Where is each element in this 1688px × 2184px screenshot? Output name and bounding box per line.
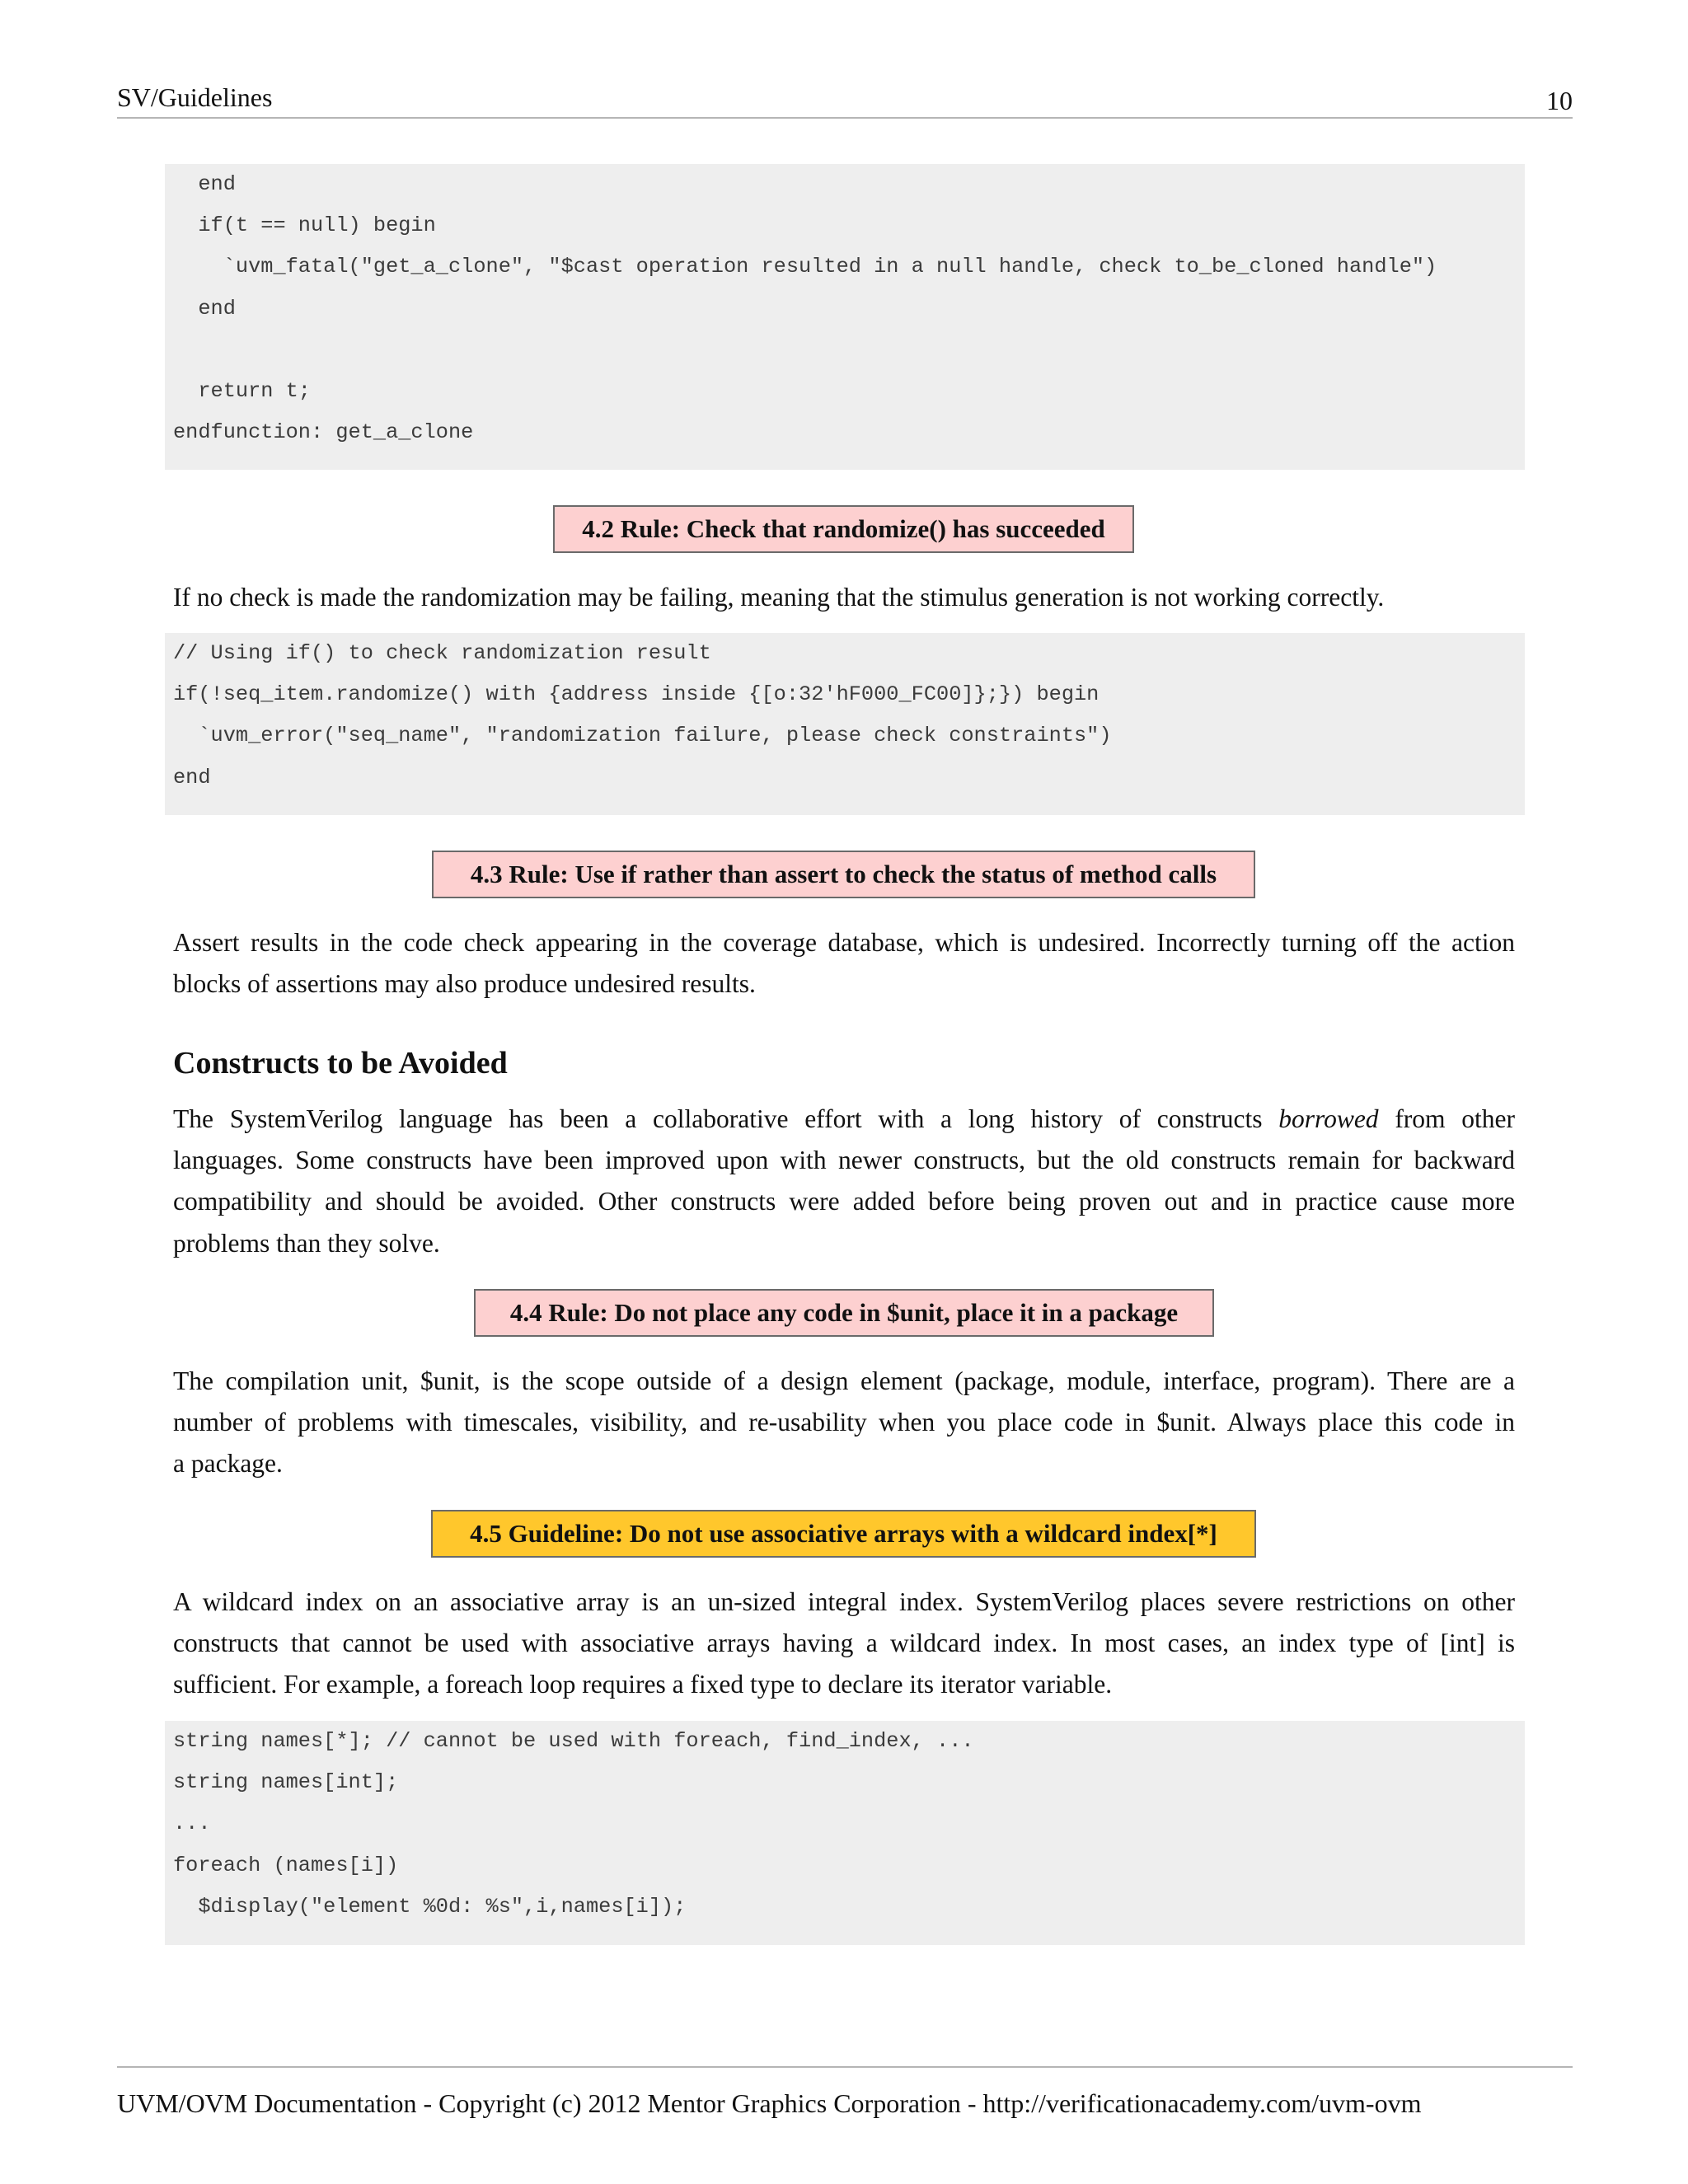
page-footer: UVM/OVM Documentation - Copyright (c) 2012 Mentor Graphics Corporation - http://verificationacademy.com/uvm-ovm [117,2088,1422,2118]
code-line: $display("element %0d: %s",i,names[i]); [173,1894,687,1919]
code-line: endfunction: get_a_clone [173,420,474,445]
rule-4-3-title: 4.3 Rule: Use if rather than assert to check the status of method calls [470,860,1217,888]
paragraph-line: problems than they solve. [173,1228,440,1258]
code-line: if(t == null) begin [173,213,436,238]
rule-4-4-title: 4.4 Rule: Do not place any code in $unit, place it in a package [509,1298,1179,1327]
code-line: end [173,172,236,196]
code-line: end [173,765,211,790]
text-run: The SystemVerilog language has been a collaborative effort with a long history of constructs [173,1104,1263,1133]
paragraph-4-3 [173,922,1515,1005]
paragraph-line: The compilation unit, $unit, is the scope outside of a design element (package, module, interface, program). There are a [173,1366,1515,1395]
page-header [117,79,1573,119]
paragraph-line [173,1099,1515,1140]
paragraph-4-5 [173,1582,1515,1706]
code-line: `uvm_error("seq_name", "randomization failure, please check constraints") [173,724,1112,748]
code-block-assoc-arrays [165,1721,1525,1945]
paragraph-line: A wildcard index on an associative array is an un-sized integral index. SystemVerilog places severe restrictions on other [173,1587,1515,1616]
paragraph-line: sufficient. For example, a foreach loop requires a fixed type to declare its iterator variable. [173,1670,1113,1699]
code-block-randomize [165,633,1525,815]
paragraph-line: number of problems with timescales, visibility, and re-usability when you place code in $unit. Always place this code in [173,1408,1515,1437]
paragraph-line: Assert results in the code check appearing in the coverage database, which is undesired. Incorrectly turning off the action [173,928,1515,957]
rule-4-3-box [432,851,1255,898]
rule-4-2-title: 4.2 Rule: Check that randomize() has succeeded [582,514,1105,543]
code-line [173,330,1525,371]
paragraph-line: languages. Some constructs have been improved upon with newer constructs, but the old constructs remain for backward [173,1146,1515,1175]
code-line: end [173,296,236,321]
text-run: from other [1395,1104,1516,1133]
paragraph-constructs [173,1099,1515,1264]
code-line: if(!seq_item.randomize() with {address inside {[o:32'hF000_FC00]};}) begin [173,682,1100,707]
rule-4-2-box [553,505,1134,553]
code-line: `uvm_fatal("get_a_clone", "$cast operation resulted in a null handle, check to_be_cloned handle") [173,255,1437,279]
rule-4-4-box [474,1289,1214,1337]
footer-divider [117,2066,1573,2068]
paragraph-line: compatibility and should be avoided. Other constructs were added before being proven out and in practice cause more [173,1187,1515,1216]
italic-term: borrowed [1278,1104,1379,1133]
paragraph-line: If no check is made the randomization may be failing, meaning that the stimulus generation is not working correctly. [173,583,1385,612]
guideline-4-5-title: 4.5 Guideline: Do not use associative arrays with a wildcard index[*] [470,1519,1217,1548]
code-line: return t; [173,378,311,403]
paragraph-line: blocks of assertions may also produce undesired results. [173,969,756,999]
paragraph-4-2 [173,577,1515,618]
paragraph-4-4 [173,1361,1515,1485]
page-number: 10 [1546,86,1573,115]
code-line: string names[*]; // cannot be used with foreach, find_index, ... [173,1729,974,1753]
code-line: foreach (names[i]) [173,1853,399,1877]
paragraph-line: constructs that cannot be used with associative arrays having a wildcard index. In most cases, an index type of [int] is [173,1629,1515,1658]
section-heading: Constructs to be Avoided [173,1046,508,1080]
code-line: ... [173,1811,211,1836]
header-section-title: SV/Guidelines [117,82,273,112]
code-line: string names[int]; [173,1770,399,1795]
code-line: // Using if() to check randomization result [173,641,711,665]
code-block-get-a-clone [165,164,1525,470]
paragraph-line: a package. [173,1449,283,1479]
guideline-4-5-box [431,1510,1256,1558]
